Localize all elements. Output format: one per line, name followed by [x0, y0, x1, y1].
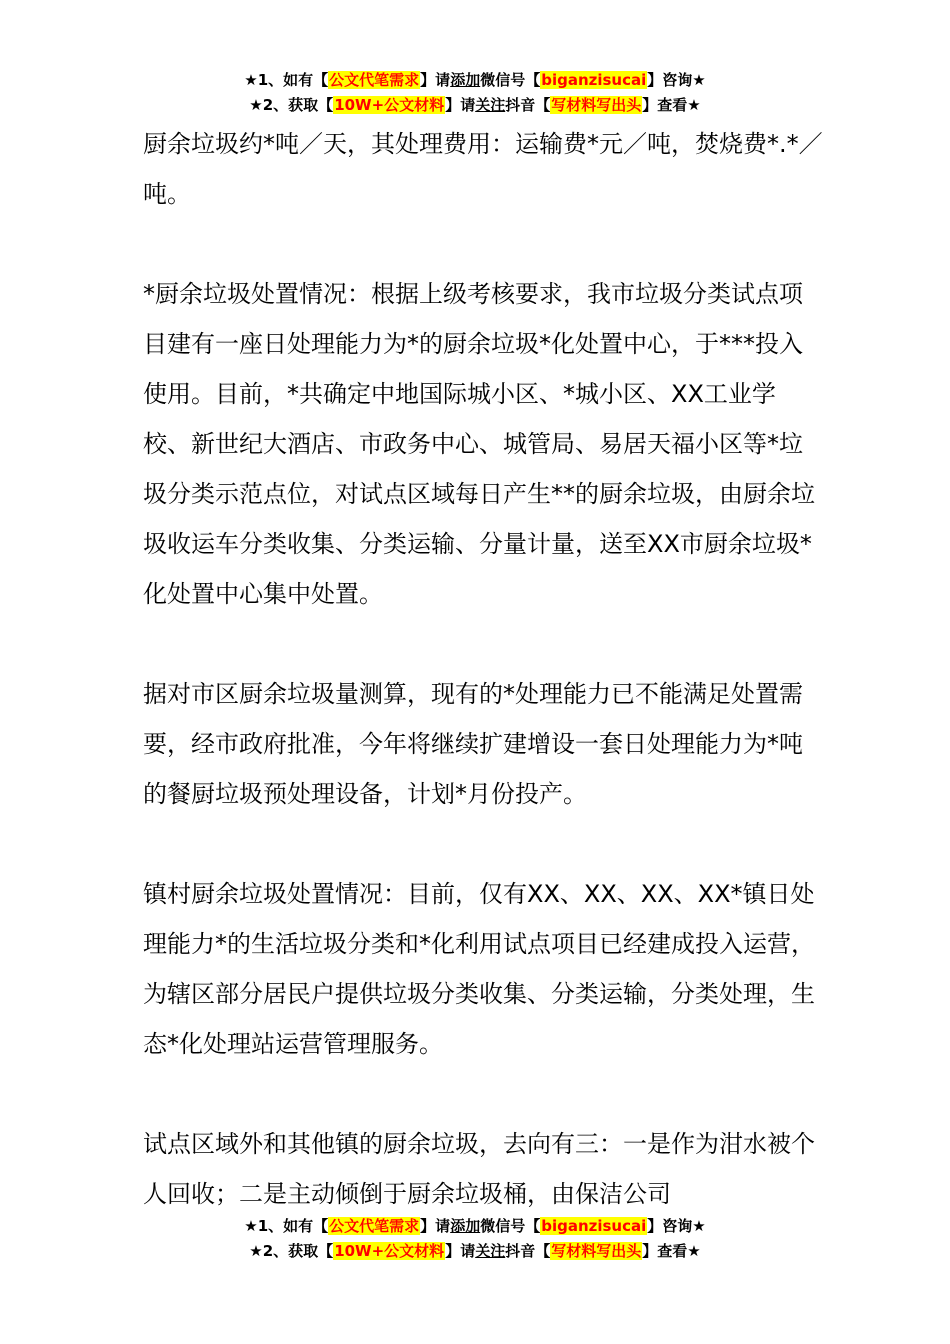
highlight-ghostwriting: 公文代笔需求 — [329, 1217, 420, 1235]
banner-text: 微信号【 — [480, 1217, 541, 1235]
highlight-douyin-account: 写材料写出头 — [551, 1242, 642, 1260]
banner-text: 抖音【 — [505, 96, 551, 114]
banner-line-1 — [0, 68, 950, 93]
banner-text: ★2、获取【 — [249, 96, 334, 114]
banner-line-2 — [0, 93, 950, 118]
paragraph: 试点区域外和其他镇的厨余垃圾，去向有三：一是作为泔水被个人回收；二是主动倾倒于厨余垃圾桶，由保洁公司 — [143, 1130, 815, 1208]
underlined-add: 添加 — [450, 1217, 481, 1235]
footer-banner — [0, 1214, 950, 1264]
banner-text: ★2、获取【 — [249, 1242, 334, 1260]
banner-line-2 — [0, 1239, 950, 1264]
banner-text: 】请 — [420, 1217, 451, 1235]
banner-text: 抖音【 — [505, 1242, 551, 1260]
underlined-follow: 关注 — [475, 1242, 506, 1260]
banner-text: 】查看★ — [642, 96, 701, 114]
highlight-ghostwriting: 公文代笔需求 — [329, 71, 420, 89]
banner-line-1 — [0, 1214, 950, 1239]
paragraph: *厨余垃圾处置情况：根据上级考核要求，我市垃圾分类试点项目建有一座日处理能力为*的厨余垃圾*化处置中心，于***投入使用。目前，*共确定中地国际城小区、*城小区、XX工业学校、新世纪大酒店、市政务中心、城管局、易居天福小区等*垃圾分类示范点位，对试点区域每日产生**的厨余垃圾，由厨余垃圾收运车分类收集、分类运输、分量计量，送至XX市厨余垃圾*化处置中心集中处置。 — [143, 280, 815, 608]
banner-text: 】请 — [445, 1242, 476, 1260]
paragraph: 镇村厨余垃圾处置情况：目前，仅有XX、XX、XX、XX*镇日处理能力*的生活垃圾分类和*化利用试点项目已经建成投入运营，为辖区部分居民户提供垃圾分类收集、分类运输，分类处理，生态*化处理站运营管理服务。 — [143, 880, 815, 1058]
document-body — [143, 119, 823, 1219]
highlight-wechat-id: biganzisucai — [541, 1217, 647, 1235]
underlined-follow: 关注 — [475, 96, 506, 114]
highlight-materials: 10W+公文材料 — [334, 1242, 445, 1260]
highlight-materials: 10W+公文材料 — [334, 96, 445, 114]
highlight-wechat-id: biganzisucai — [541, 71, 647, 89]
banner-text: ★1、如有【 — [244, 1217, 329, 1235]
banner-text: 】查看★ — [642, 1242, 701, 1260]
banner-text: 】请 — [445, 96, 476, 114]
header-banner — [0, 68, 950, 118]
highlight-douyin-account: 写材料写出头 — [551, 96, 642, 114]
underlined-add: 添加 — [450, 71, 481, 89]
banner-text: 】咨询★ — [647, 71, 706, 89]
paragraph: 据对市区厨余垃圾量测算，现有的*处理能力已不能满足处置需要，经市政府批准，今年将继续扩建增设一套日处理能力为*吨的餐厨垃圾预处理设备，计划*月份投产。 — [143, 680, 803, 808]
banner-text: 】咨询★ — [647, 1217, 706, 1235]
banner-text: 】请 — [420, 71, 451, 89]
banner-text: ★1、如有【 — [244, 71, 329, 89]
paragraph: 厨余垃圾约*吨／天，其处理费用：运输费*元／吨，焚烧费*.*／吨。 — [143, 130, 823, 208]
banner-text: 微信号【 — [480, 71, 541, 89]
